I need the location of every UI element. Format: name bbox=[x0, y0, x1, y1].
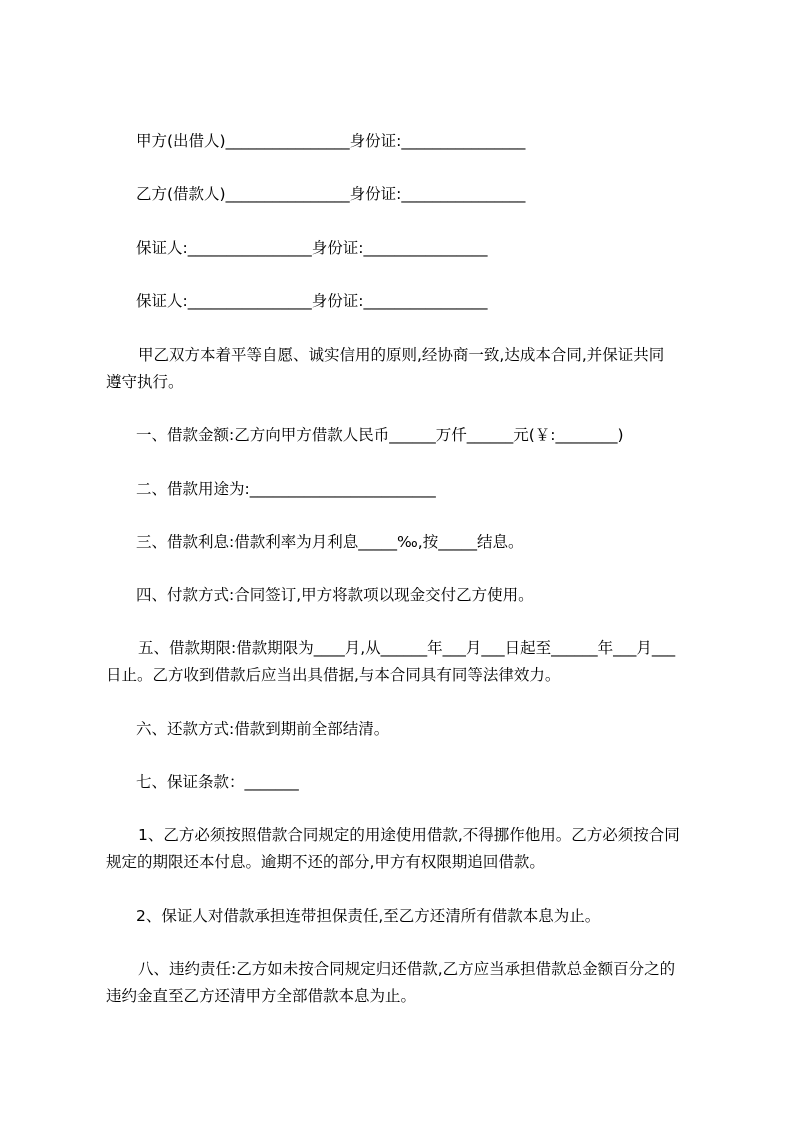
guarantee-item-1-line-2: 规定的期限还本付息。逾期不还的部分,甲方有权限期追回借款。 bbox=[106, 853, 545, 871]
guarantee-item-2: 2、保证人对借款承担连带担保责任,至乙方还清所有借款本息为止。 bbox=[136, 907, 601, 925]
guarantor-line-2: 保证人:________________身份证:________________ bbox=[136, 292, 488, 310]
preamble-line-2: 遵守执行。 bbox=[106, 373, 184, 391]
borrower-line: 乙方(借款人)________________身份证:________________ bbox=[136, 185, 526, 203]
guarantor-line-1: 保证人:________________身份证:________________ bbox=[136, 239, 488, 257]
clause-guarantee: 七、保证条款：_______ bbox=[136, 773, 299, 791]
preamble-line-1: 甲乙双方本着平等自愿、诚实信用的原则,经协商一致,达成本合同,并保证共同 bbox=[138, 346, 665, 364]
clause-breach-line-1: 八、违约责任:乙方如未按合同规定归还借款,乙方应当承担借款总金额百分之的 bbox=[138, 960, 676, 978]
clause-term-line-2: 日止。乙方收到借款后应当出具借据,与本合同具有同等法律效力。 bbox=[106, 666, 561, 684]
clause-breach-line-2: 违约金直至乙方还清甲方全部借款本息为止。 bbox=[106, 987, 417, 1005]
guarantee-item-1-line-1: 1、乙方必须按照借款合同规定的用途使用借款,不得挪作他用。乙方必须按合同 bbox=[138, 826, 680, 844]
clause-purpose: 二、借款用途为:________________________ bbox=[136, 480, 436, 498]
clause-payment: 四、付款方式:合同签订,甲方将款项以现金交付乙方使用。 bbox=[136, 586, 534, 604]
lender-line: 甲方(出借人)________________身份证:________________ bbox=[136, 132, 526, 150]
clause-repayment: 六、还款方式:借款到期前全部结清。 bbox=[136, 720, 390, 738]
clause-term-line-1: 五、借款期限:借款期限为____月,从______年___月___日起至______年___月___ bbox=[138, 639, 676, 657]
clause-interest: 三、借款利息:借款利率为月利息_____‰,按_____结息。 bbox=[136, 533, 524, 551]
clause-amount: 一、借款金额:乙方向甲方借款人民币______万仟______元(￥:________) bbox=[136, 426, 624, 444]
